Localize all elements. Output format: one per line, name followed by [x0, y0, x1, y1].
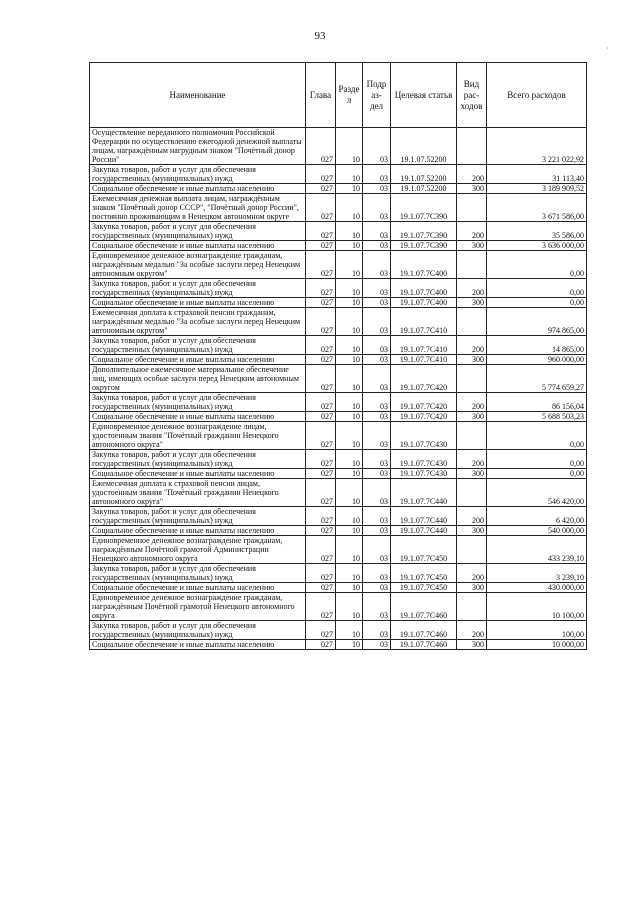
cell-glava: 027: [306, 412, 336, 422]
cell-name: Закупка товаров, работ и услуг для обеспечения государственных (муниципальных) нужд: [90, 336, 306, 355]
cell-total: 3 671 586,00: [487, 194, 587, 222]
cell-total: 540 000,00: [487, 526, 587, 536]
cell-razdel: 10: [336, 450, 363, 469]
cell-name: Ежемесячная доплата к страховой пенсии лицам, удостоенным звания "Почётный гражданин Ненецкого автономного округа": [90, 479, 306, 507]
table-row: [90, 241, 587, 251]
cell-podrazdel: 03: [363, 393, 391, 412]
cell-razdel: 10: [336, 621, 363, 640]
cell-razdel: 10: [336, 308, 363, 336]
cell-name: Социальное обеспечение и иные выплаты населению: [90, 640, 306, 650]
cell-glava: 027: [306, 298, 336, 308]
cell-vid: 300: [457, 583, 487, 593]
cell-name: Ежемесячная денежная выплата лицам, награждённым знаком "Почётный донор СССР", "Почётный донор России", постоянно проживающим в Ненецком автономном округе: [90, 194, 306, 222]
cell-razdel: 10: [336, 536, 363, 564]
cell-total: 433 239,10: [487, 536, 587, 564]
cell-target: 19.1.07.7С430: [391, 422, 457, 450]
cell-vid: [457, 128, 487, 165]
cell-total: 5 688 503,23: [487, 412, 587, 422]
cell-target: 19.1.07.7С460: [391, 593, 457, 621]
cell-podrazdel: 03: [363, 355, 391, 365]
cell-glava: 027: [306, 450, 336, 469]
table-row: [90, 526, 587, 536]
cell-total: 960 000,00: [487, 355, 587, 365]
cell-razdel: 10: [336, 355, 363, 365]
header-podrazdel: Подр аз- дел: [363, 63, 391, 128]
cell-podrazdel: 03: [363, 583, 391, 593]
cell-podrazdel: 03: [363, 251, 391, 279]
cell-razdel: 10: [336, 393, 363, 412]
cell-name: Социальное обеспечение и иные выплаты населению: [90, 298, 306, 308]
cell-total: 10 000,00: [487, 640, 587, 650]
cell-podrazdel: 03: [363, 479, 391, 507]
cell-glava: 027: [306, 184, 336, 194]
cell-vid: 200: [457, 222, 487, 241]
cell-podrazdel: 03: [363, 222, 391, 241]
cell-target: 19.1.07.7С400: [391, 298, 457, 308]
cell-podrazdel: 03: [363, 336, 391, 355]
cell-podrazdel: 03: [363, 536, 391, 564]
header-vid: Вид рас- ходов: [457, 63, 487, 128]
cell-total: 0,00: [487, 298, 587, 308]
table-row: [90, 165, 587, 184]
cell-target: 19.1.07.52200: [391, 184, 457, 194]
cell-podrazdel: 03: [363, 298, 391, 308]
cell-razdel: 10: [336, 128, 363, 165]
cell-target: 19.1.07.7С420: [391, 365, 457, 393]
cell-podrazdel: 03: [363, 469, 391, 479]
cell-target: 19.1.07.7С390: [391, 222, 457, 241]
cell-vid: 200: [457, 450, 487, 469]
cell-name: Ежемесячная доплата к страховой пенсии гражданам, награждённым медалью "За особые заслуги перед Ненецким автономным округом": [90, 308, 306, 336]
cell-total: 86 156,04: [487, 393, 587, 412]
cell-razdel: 10: [336, 241, 363, 251]
cell-glava: 027: [306, 336, 336, 355]
table-row: [90, 412, 587, 422]
cell-total: 0,00: [487, 422, 587, 450]
cell-vid: [457, 479, 487, 507]
cell-glava: 027: [306, 526, 336, 536]
cell-name: Социальное обеспечение и иные выплаты населению: [90, 583, 306, 593]
cell-name: Закупка товаров, работ и услуг для обеспечения государственных (муниципальных) нужд: [90, 393, 306, 412]
cell-vid: 300: [457, 469, 487, 479]
cell-glava: 027: [306, 241, 336, 251]
header-name: Наименование: [90, 63, 306, 128]
cell-target: 19.1.07.7С390: [391, 194, 457, 222]
cell-total: 6 420,00: [487, 507, 587, 526]
cell-vid: 300: [457, 184, 487, 194]
table-row: [90, 393, 587, 412]
table-row: [90, 128, 587, 165]
cell-total: 0,00: [487, 469, 587, 479]
cell-vid: 300: [457, 298, 487, 308]
cell-podrazdel: 03: [363, 640, 391, 650]
cell-glava: 027: [306, 479, 336, 507]
cell-glava: 027: [306, 128, 336, 165]
cell-razdel: 10: [336, 564, 363, 583]
cell-vid: [457, 194, 487, 222]
cell-name: Единовременное денежное вознаграждение гражданам, награждённым медалью "За особые заслуги перед Ненецким автономным округом": [90, 251, 306, 279]
cell-target: 19.1.07.52200: [391, 165, 457, 184]
cell-glava: 027: [306, 165, 336, 184]
cell-glava: 027: [306, 365, 336, 393]
cell-podrazdel: 03: [363, 194, 391, 222]
cell-name: Закупка товаров, работ и услуг для обеспечения государственных (муниципальных) нужд: [90, 279, 306, 298]
cell-name: Социальное обеспечение и иные выплаты населению: [90, 526, 306, 536]
cell-total: 35 586,00: [487, 222, 587, 241]
cell-target: 19.1.07.7С410: [391, 355, 457, 365]
cell-razdel: 10: [336, 526, 363, 536]
cell-vid: [457, 536, 487, 564]
cell-total: 0,00: [487, 251, 587, 279]
table-row: [90, 469, 587, 479]
cell-podrazdel: 03: [363, 526, 391, 536]
cell-podrazdel: 03: [363, 412, 391, 422]
cell-total: 5 774 659,27: [487, 365, 587, 393]
cell-razdel: 10: [336, 165, 363, 184]
cell-vid: 300: [457, 412, 487, 422]
cell-name: Осуществление переданного полномочия Российской Федерации по осуществлению ежегодной денежной выплаты лицам, награждённым нагрудным знаком "Почётный донор России": [90, 128, 306, 165]
cell-vid: 300: [457, 640, 487, 650]
cell-razdel: 10: [336, 422, 363, 450]
cell-vid: 200: [457, 279, 487, 298]
cell-razdel: 10: [336, 593, 363, 621]
cell-name: Единовременное денежное вознаграждение гражданам, награждённым Почётной грамотой Ненецкого автономного округа: [90, 593, 306, 621]
cell-glava: 027: [306, 194, 336, 222]
cell-glava: 027: [306, 251, 336, 279]
table-row: [90, 251, 587, 279]
table-row: [90, 450, 587, 469]
cell-podrazdel: 03: [363, 128, 391, 165]
table-row: [90, 194, 587, 222]
cell-razdel: 10: [336, 479, 363, 507]
cell-podrazdel: 03: [363, 279, 391, 298]
cell-razdel: 10: [336, 583, 363, 593]
cell-name: Закупка товаров, работ и услуг для обеспечения государственных (муниципальных) нужд: [90, 564, 306, 583]
cell-podrazdel: 03: [363, 422, 391, 450]
header-glava: Глава: [306, 63, 336, 128]
cell-total: 100,00: [487, 621, 587, 640]
cell-glava: 027: [306, 279, 336, 298]
cell-podrazdel: 03: [363, 165, 391, 184]
cell-vid: 300: [457, 526, 487, 536]
table-row: [90, 640, 587, 650]
cell-target: 19.1.07.7С410: [391, 336, 457, 355]
table-row: [90, 422, 587, 450]
cell-vid: 200: [457, 507, 487, 526]
cell-podrazdel: 03: [363, 621, 391, 640]
cell-glava: 027: [306, 308, 336, 336]
table-row: [90, 308, 587, 336]
cell-razdel: 10: [336, 251, 363, 279]
cell-total: 10 100,00: [487, 593, 587, 621]
table-row: [90, 279, 587, 298]
cell-podrazdel: 03: [363, 450, 391, 469]
cell-vid: 200: [457, 393, 487, 412]
cell-total: 974 865,00: [487, 308, 587, 336]
cell-podrazdel: 03: [363, 593, 391, 621]
cell-total: 3 221 022,92: [487, 128, 587, 165]
cell-name: Социальное обеспечение и иные выплаты населению: [90, 469, 306, 479]
cell-target: 19.1.07.7С420: [391, 393, 457, 412]
cell-glava: 027: [306, 536, 336, 564]
cell-target: 19.1.07.7С430: [391, 450, 457, 469]
cell-vid: 200: [457, 336, 487, 355]
cell-total: 3 239,10: [487, 564, 587, 583]
cell-vid: [457, 593, 487, 621]
cell-name: Закупка товаров, работ и услуг для обеспечения государственных (муниципальных) нужд: [90, 165, 306, 184]
cell-razdel: 10: [336, 222, 363, 241]
table-row: [90, 298, 587, 308]
cell-vid: 300: [457, 355, 487, 365]
budget-table: [89, 62, 587, 650]
cell-target: 19.1.07.7С410: [391, 308, 457, 336]
cell-total: 14 865,00: [487, 336, 587, 355]
cell-total: 0,00: [487, 279, 587, 298]
cell-glava: 027: [306, 564, 336, 583]
cell-target: 19.1.07.7С400: [391, 279, 457, 298]
cell-glava: 027: [306, 507, 336, 526]
cell-glava: 027: [306, 355, 336, 365]
cell-razdel: 10: [336, 279, 363, 298]
cell-target: 19.1.07.7С460: [391, 640, 457, 650]
cell-vid: [457, 251, 487, 279]
cell-name: Дополнительное ежемесячное материальное обеспечение лиц, имеющих особые заслуги перед Ненецким автономным округом: [90, 365, 306, 393]
cell-name: Социальное обеспечение и иные выплаты населению: [90, 184, 306, 194]
cell-razdel: 10: [336, 184, 363, 194]
cell-razdel: 10: [336, 469, 363, 479]
cell-name: Единовременное денежное вознаграждение гражданам, награждённым Почётной грамотой Администрации Ненецкого автономного округа: [90, 536, 306, 564]
cell-name: Закупка товаров, работ и услуг для обеспечения государственных (муниципальных) нужд: [90, 222, 306, 241]
page-number: 93: [314, 30, 326, 42]
table-row: [90, 621, 587, 640]
cell-glava: 027: [306, 222, 336, 241]
table-row: [90, 365, 587, 393]
cell-name: Социальное обеспечение и иные выплаты населению: [90, 412, 306, 422]
cell-vid: [457, 308, 487, 336]
cell-target: 19.1.07.7С440: [391, 507, 457, 526]
cell-razdel: 10: [336, 336, 363, 355]
cell-vid: 200: [457, 621, 487, 640]
table-row: [90, 184, 587, 194]
cell-total: 0,00: [487, 450, 587, 469]
cell-name: Закупка товаров, работ и услуг для обеспечения государственных (муниципальных) нужд: [90, 621, 306, 640]
corner-mark: ·: [606, 44, 609, 53]
cell-total: 3 636 000,00: [487, 241, 587, 251]
cell-target: 19.1.07.7С390: [391, 241, 457, 251]
cell-target: 19.1.07.7С440: [391, 479, 457, 507]
cell-podrazdel: 03: [363, 507, 391, 526]
cell-target: 19.1.07.7С450: [391, 536, 457, 564]
cell-target: 19.1.07.7С420: [391, 412, 457, 422]
cell-vid: [457, 422, 487, 450]
cell-razdel: 10: [336, 365, 363, 393]
cell-razdel: 10: [336, 640, 363, 650]
cell-razdel: 10: [336, 298, 363, 308]
table-row: [90, 479, 587, 507]
cell-glava: 027: [306, 621, 336, 640]
cell-podrazdel: 03: [363, 241, 391, 251]
cell-podrazdel: 03: [363, 564, 391, 583]
table-header-row: [90, 63, 587, 128]
cell-total: 31 113,40: [487, 165, 587, 184]
table-row: [90, 507, 587, 526]
cell-name: Единовременное денежное вознаграждение лицам, удостоенным звания "Почётный гражданин Ненецкого автономного округа": [90, 422, 306, 450]
table-row: [90, 583, 587, 593]
cell-name: Социальное обеспечение и иные выплаты населению: [90, 241, 306, 251]
table-row: [90, 564, 587, 583]
cell-podrazdel: 03: [363, 365, 391, 393]
table-row: [90, 222, 587, 241]
cell-glava: 027: [306, 583, 336, 593]
cell-razdel: 10: [336, 194, 363, 222]
cell-target: 19.1.07.7С450: [391, 564, 457, 583]
table-row: [90, 355, 587, 365]
table-row: [90, 536, 587, 564]
cell-target: 19.1.07.7С440: [391, 526, 457, 536]
header-razdel: Разде л: [336, 63, 363, 128]
cell-target: 19.1.07.7С450: [391, 583, 457, 593]
table-row: [90, 336, 587, 355]
header-target: Целевая статья: [391, 63, 457, 128]
cell-vid: 200: [457, 564, 487, 583]
cell-podrazdel: 03: [363, 308, 391, 336]
cell-vid: [457, 365, 487, 393]
cell-glava: 027: [306, 393, 336, 412]
cell-target: 19.1.07.7С400: [391, 251, 457, 279]
table-row: [90, 593, 587, 621]
cell-target: 19.1.07.7С460: [391, 621, 457, 640]
cell-glava: 027: [306, 469, 336, 479]
cell-vid: 200: [457, 165, 487, 184]
cell-target: 19.1.07.52200: [391, 128, 457, 165]
cell-name: Закупка товаров, работ и услуг для обеспечения государственных (муниципальных) нужд: [90, 450, 306, 469]
cell-razdel: 10: [336, 507, 363, 526]
cell-podrazdel: 03: [363, 184, 391, 194]
cell-name: Закупка товаров, работ и услуг для обеспечения государственных (муниципальных) нужд: [90, 507, 306, 526]
cell-target: 19.1.07.7С430: [391, 469, 457, 479]
cell-glava: 027: [306, 640, 336, 650]
header-total: Всего расходов: [487, 63, 587, 128]
cell-total: 546 420,00: [487, 479, 587, 507]
cell-total: 3 189 909,52: [487, 184, 587, 194]
cell-total: 430 000,00: [487, 583, 587, 593]
cell-razdel: 10: [336, 412, 363, 422]
cell-vid: 300: [457, 241, 487, 251]
cell-glava: 027: [306, 593, 336, 621]
cell-glava: 027: [306, 422, 336, 450]
cell-name: Социальное обеспечение и иные выплаты населению: [90, 355, 306, 365]
